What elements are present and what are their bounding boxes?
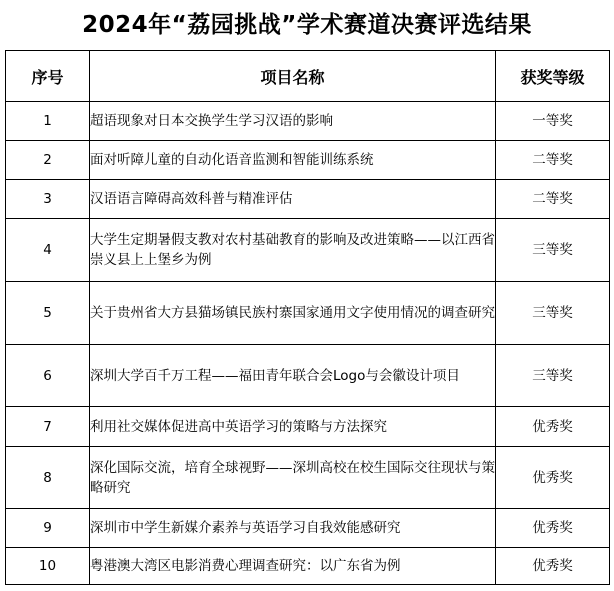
row-project-name: 深圳大学百千万工程——福田青年联合会Logo与会徽设计项目 bbox=[90, 345, 496, 407]
row-number: 1 bbox=[6, 102, 90, 141]
row-number: 4 bbox=[6, 219, 90, 282]
row-award-level: 优秀奖 bbox=[496, 509, 610, 548]
row-number: 7 bbox=[6, 407, 90, 447]
row-award-level: 三等奖 bbox=[496, 345, 610, 407]
row-award-level: 二等奖 bbox=[496, 141, 610, 180]
table-row bbox=[6, 102, 610, 141]
row-number: 10 bbox=[6, 548, 90, 585]
row-award-level: 三等奖 bbox=[496, 282, 610, 345]
row-award-level: 优秀奖 bbox=[496, 447, 610, 509]
row-project-name: 深化国际交流，培育全球视野——深圳高校在校生国际交往现状与策略研究 bbox=[90, 447, 496, 509]
row-project-name: 粤港澳大湾区电影消费心理调查研究：以广东省为例 bbox=[90, 548, 496, 585]
row-number: 8 bbox=[6, 447, 90, 509]
row-number: 9 bbox=[6, 509, 90, 548]
page-title: 2024年“荔园挑战”学术赛道决赛评选结果 bbox=[82, 12, 532, 38]
table-row bbox=[6, 282, 610, 345]
table-row bbox=[6, 548, 610, 585]
row-project-name: 大学生定期暑假支教对农村基础教育的影响及改进策略——以江西省崇义县上上堡乡为例 bbox=[90, 219, 496, 282]
row-award-level: 二等奖 bbox=[496, 180, 610, 219]
row-number: 6 bbox=[6, 345, 90, 407]
header-project-name: 项目名称 bbox=[90, 51, 496, 102]
table-header-row bbox=[6, 51, 610, 102]
header-award-level: 获奖等级 bbox=[496, 51, 610, 102]
row-number: 2 bbox=[6, 141, 90, 180]
row-award-level: 优秀奖 bbox=[496, 407, 610, 447]
table-row bbox=[6, 447, 610, 509]
table-row bbox=[6, 345, 610, 407]
row-project-name: 超语现象对日本交换学生学习汉语的影响 bbox=[90, 102, 496, 141]
row-number: 5 bbox=[6, 282, 90, 345]
row-project-name: 关于贵州省大方县猫场镇民族村寨国家通用文字使用情况的调查研究 bbox=[90, 282, 496, 345]
header-number: 序号 bbox=[6, 51, 90, 102]
row-project-name: 深圳市中学生新媒介素养与英语学习自我效能感研究 bbox=[90, 509, 496, 548]
row-number: 3 bbox=[6, 180, 90, 219]
row-award-level: 一等奖 bbox=[496, 102, 610, 141]
table-row bbox=[6, 180, 610, 219]
table-row bbox=[6, 407, 610, 447]
table-row bbox=[6, 141, 610, 180]
table-row bbox=[6, 219, 610, 282]
results-table bbox=[5, 50, 610, 585]
row-award-level: 三等奖 bbox=[496, 219, 610, 282]
table-row bbox=[6, 509, 610, 548]
row-project-name: 面对听障儿童的自动化语音监测和智能训练系统 bbox=[90, 141, 496, 180]
row-project-name: 汉语语言障碍高效科普与精准评估 bbox=[90, 180, 496, 219]
row-project-name: 利用社交媒体促进高中英语学习的策略与方法探究 bbox=[90, 407, 496, 447]
row-award-level: 优秀奖 bbox=[496, 548, 610, 585]
